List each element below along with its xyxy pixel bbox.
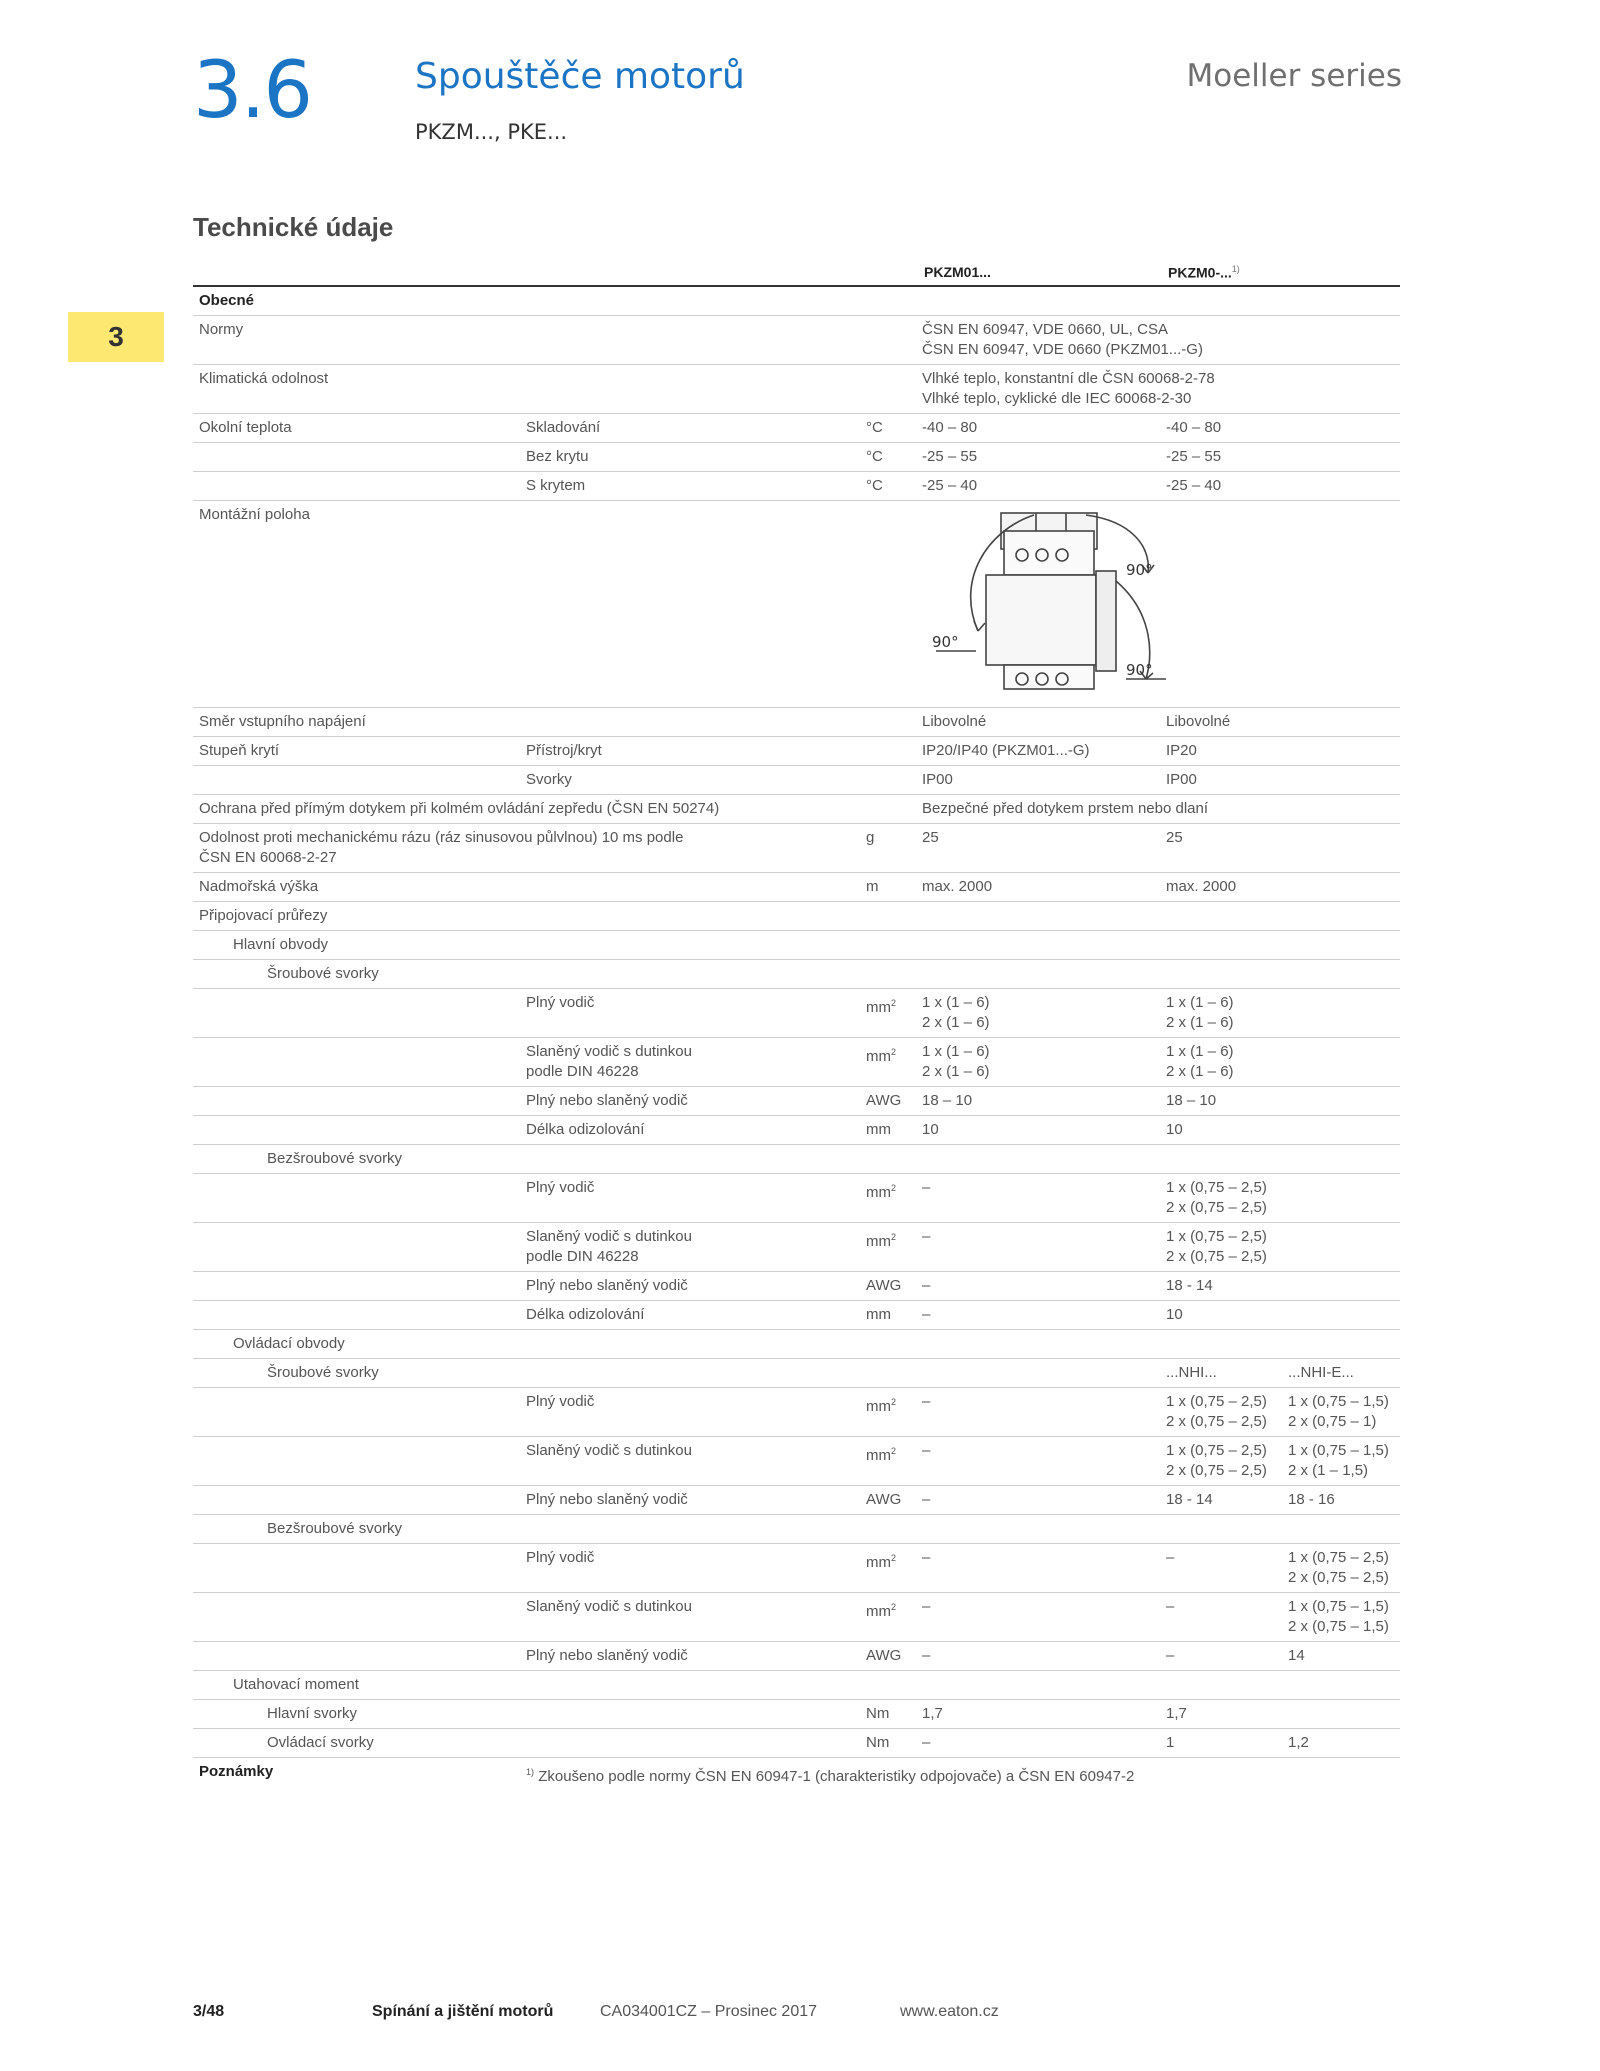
row-value: 1 x (1 – 6) 2 x (1 – 6) (916, 1038, 1160, 1087)
row-unit: g (860, 824, 916, 873)
table-row (193, 1301, 1400, 1330)
row-value: – (916, 1486, 1160, 1515)
table-row (193, 501, 1400, 708)
table-row (193, 1758, 1400, 1792)
row-unit: AWG (860, 1642, 916, 1671)
mounting-diagram (916, 501, 1400, 708)
row-sublabel: Délka odizolování (520, 1301, 860, 1330)
row-value: 18 – 10 (1160, 1087, 1400, 1116)
column-subheader: ...NHI... (1160, 1359, 1282, 1388)
row-value: – (916, 1301, 1160, 1330)
row-value: 25 (916, 824, 1160, 873)
row-sublabel: Svorky (520, 766, 860, 795)
row-value: -25 – 55 (1160, 443, 1400, 472)
row-sublabel: Plný vodič (520, 1174, 860, 1223)
table-row (193, 766, 1400, 795)
table-row (193, 443, 1400, 472)
row-value: 1 x (0,75 – 1,5) 2 x (0,75 – 1) (1282, 1388, 1400, 1437)
table-row (193, 414, 1400, 443)
row-value: 1,2 (1282, 1729, 1400, 1758)
row-value: 10 (1160, 1116, 1400, 1145)
row-value: 1,7 (916, 1700, 1160, 1729)
row-unit: AWG (860, 1087, 916, 1116)
table-row (193, 1116, 1400, 1145)
row-unit: $mm^2$ (860, 989, 916, 1038)
row-value: 1 x (0,75 – 1,5) 2 x (1 – 1,5) (1282, 1437, 1400, 1486)
row-label: Montážní poloha (193, 501, 520, 708)
row-unit: m (860, 873, 916, 902)
spec-table (193, 285, 1400, 1791)
row-label: Klimatická odolnost (193, 365, 520, 414)
row-value: – (916, 1729, 1160, 1758)
table-row (193, 1388, 1400, 1437)
row-value: 1 x (1 – 6) 2 x (1 – 6) (916, 989, 1160, 1038)
mounting-position-drawing (916, 501, 1236, 701)
row-label: Ovládací svorky (193, 1729, 860, 1758)
footer-website[interactable]: www.eaton.cz (900, 2003, 999, 2020)
notes-label: Poznámky (199, 1763, 274, 1780)
angle-label: 90° (1126, 561, 1153, 579)
row-label: Odolnost proti mechanickému rázu (ráz sinusovou půlvlnou) 10 ms podle ČSN EN 60068-2-27 (193, 824, 860, 873)
table-row (193, 1038, 1400, 1087)
row-value: -40 – 80 (1160, 414, 1400, 443)
row-value: ČSN EN 60947, VDE 0660, UL, CSA ČSN EN 60947, VDE 0660 (PKZM01...-G) (916, 316, 1400, 365)
row-value: 1 (1160, 1729, 1282, 1758)
footnote: $^{1)}$ Zkoušeno podle normy ČSN EN 60947-1 (charakteristiky odpojovače) a ČSN EN 60947-2 (526, 1767, 1135, 1785)
row-label: Hlavní svorky (193, 1700, 860, 1729)
row-label: Ochrana před přímým dotykem při kolmém ovládání zepředu (ČSN EN 50274) (193, 795, 916, 824)
table-row (193, 1359, 1400, 1388)
section-number: 3.6 (193, 46, 312, 136)
row-label: Stupeň krytí (193, 737, 520, 766)
row-unit: AWG (860, 1272, 916, 1301)
row-label: Bezšroubové svorky (193, 1515, 1400, 1544)
row-value: 18 – 10 (916, 1087, 1160, 1116)
table-row (193, 931, 1400, 960)
row-unit: °C (860, 443, 916, 472)
column-header-pkzm01: PKZM01... (924, 264, 991, 280)
table-row (193, 1700, 1400, 1729)
row-unit: Nm (860, 1700, 916, 1729)
page-number: 3/48 (193, 2003, 225, 2020)
row-value: 18 - 14 (1160, 1272, 1400, 1301)
row-unit: $mm^2$ (860, 1223, 916, 1272)
row-label: Normy (193, 316, 520, 365)
row-label: Hlavní obvody (193, 931, 1400, 960)
table-row (193, 365, 1400, 414)
table-row (193, 1729, 1400, 1758)
row-value: -40 – 80 (916, 414, 1160, 443)
row-value: Libovolné (1160, 708, 1400, 737)
row-label: Šroubové svorky (193, 960, 1400, 989)
row-label: Směr vstupního napájení (193, 708, 520, 737)
row-value: -25 – 40 (916, 472, 1160, 501)
table-row (193, 472, 1400, 501)
row-value: – (916, 1272, 1160, 1301)
row-value: 1 x (0,75 – 2,5) 2 x (0,75 – 2,5) (1282, 1544, 1400, 1593)
row-sublabel: Slaněný vodič s dutinkou (520, 1437, 860, 1486)
row-value: IP00 (1160, 766, 1400, 795)
row-sublabel: Bez krytu (520, 443, 860, 472)
row-sublabel: Plný nebo slaněný vodič (520, 1486, 860, 1515)
row-label: Nadmořská výška (193, 873, 520, 902)
row-label: Ovládací obvody (193, 1330, 1400, 1359)
row-value: Vlhké teplo, konstantní dle ČSN 60068-2-78 Vlhké teplo, cyklické dle IEC 60068-2-30 (916, 365, 1400, 414)
table-row (193, 1486, 1400, 1515)
row-sublabel: Plný nebo slaněný vodič (520, 1642, 860, 1671)
row-sublabel: Slaněný vodič s dutinkou podle DIN 46228 (520, 1038, 860, 1087)
row-unit: $mm^2$ (860, 1593, 916, 1642)
row-value: 1 x (0,75 – 1,5) 2 x (0,75 – 1,5) (1282, 1593, 1400, 1642)
row-sublabel: Plný vodič (520, 1544, 860, 1593)
row-value: 25 (1160, 824, 1400, 873)
row-value: 1 x (0,75 – 2,5) 2 x (0,75 – 2,5) (1160, 1388, 1282, 1437)
group-label: Obecné (193, 286, 1400, 316)
table-row (193, 1544, 1400, 1593)
table-row (193, 1593, 1400, 1642)
row-value: 1 x (0,75 – 2,5) 2 x (0,75 – 2,5) (1160, 1223, 1400, 1272)
table-row (193, 795, 1400, 824)
row-value: 14 (1282, 1642, 1400, 1671)
tech-data-title: Technické údaje (193, 212, 394, 242)
row-sublabel: Přístroj/kryt (520, 737, 860, 766)
row-sublabel: Plný nebo slaněný vodič (520, 1087, 860, 1116)
row-unit: $mm^2$ (860, 1174, 916, 1223)
table-row (193, 286, 1400, 316)
section-title: Spouštěče motorů (415, 56, 745, 97)
row-value: – (916, 1437, 1160, 1486)
table-row (193, 873, 1400, 902)
row-value: 1 x (1 – 6) 2 x (1 – 6) (1160, 989, 1400, 1038)
row-value: Bezpečné před dotykem prstem nebo dlaní (916, 795, 1400, 824)
row-value: – (916, 1544, 1160, 1593)
row-unit: mm (860, 1116, 916, 1145)
table-row (193, 1437, 1400, 1486)
row-value: – (916, 1174, 1160, 1223)
row-value: 1 x (1 – 6) 2 x (1 – 6) (1160, 1038, 1400, 1087)
table-row (193, 1515, 1400, 1544)
series-label: Moeller series (1186, 58, 1402, 94)
row-sublabel: Slaněný vodič s dutinkou podle DIN 46228 (520, 1223, 860, 1272)
row-label: Připojovací průřezy (193, 902, 1400, 931)
row-value: – (1160, 1593, 1282, 1642)
row-unit: mm (860, 1301, 916, 1330)
table-row (193, 316, 1400, 365)
row-label: Bezšroubové svorky (193, 1145, 1400, 1174)
chapter-tab[interactable]: 3 (68, 312, 164, 362)
angle-label: 90° (932, 633, 959, 651)
row-value: 10 (916, 1116, 1160, 1145)
table-row (193, 1642, 1400, 1671)
row-value: 10 (1160, 1301, 1400, 1330)
table-row (193, 902, 1400, 931)
table-row (193, 1671, 1400, 1700)
row-value: IP20 (1160, 737, 1400, 766)
row-value: max. 2000 (916, 873, 1160, 902)
table-row (193, 1087, 1400, 1116)
row-unit: °C (860, 414, 916, 443)
table-row (193, 989, 1400, 1038)
row-label: Utahovací moment (193, 1671, 1400, 1700)
row-unit: Nm (860, 1729, 916, 1758)
row-value: 1,7 (1160, 1700, 1400, 1729)
row-value: – (916, 1223, 1160, 1272)
column-header-pkzm0: PKZM0-...$^{1)}$ (1168, 264, 1240, 281)
row-sublabel: S krytem (520, 472, 860, 501)
row-unit: $mm^2$ (860, 1388, 916, 1437)
row-value: 1 x (0,75 – 2,5) 2 x (0,75 – 2,5) (1160, 1437, 1282, 1486)
row-unit: $mm^2$ (860, 1437, 916, 1486)
table-row (193, 960, 1400, 989)
table-row (193, 1330, 1400, 1359)
row-unit: AWG (860, 1486, 916, 1515)
row-value: – (916, 1388, 1160, 1437)
row-value: max. 2000 (1160, 873, 1400, 902)
row-sublabel: Plný vodič (520, 989, 860, 1038)
row-sublabel: Slaněný vodič s dutinkou (520, 1593, 860, 1642)
row-value: 1 x (0,75 – 2,5) 2 x (0,75 – 2,5) (1160, 1174, 1400, 1223)
column-subheader: ...NHI-E... (1282, 1359, 1400, 1388)
row-sublabel: Plný nebo slaněný vodič (520, 1272, 860, 1301)
footer-title: Spínání a jištění motorů (372, 2003, 554, 2020)
row-unit: $mm^2$ (860, 1038, 916, 1087)
row-unit: $mm^2$ (860, 1544, 916, 1593)
row-label: Šroubové svorky (193, 1359, 520, 1388)
table-row (193, 1272, 1400, 1301)
table-row (193, 1145, 1400, 1174)
row-value: 18 - 14 (1160, 1486, 1282, 1515)
footer-code: CA034001CZ – Prosinec 2017 (600, 2003, 818, 2020)
row-value: -25 – 40 (1160, 472, 1400, 501)
angle-label: 90° (1126, 661, 1153, 679)
row-label: Okolní teplota (193, 414, 520, 443)
row-value: Libovolné (916, 708, 1160, 737)
row-value: IP20/IP40 (PKZM01...-G) (916, 737, 1160, 766)
row-value: 18 - 16 (1282, 1486, 1400, 1515)
row-sublabel: Skladování (520, 414, 860, 443)
row-value: – (1160, 1642, 1282, 1671)
table-row (193, 1223, 1400, 1272)
row-value: -25 – 55 (916, 443, 1160, 472)
row-sublabel: Plný vodič (520, 1388, 860, 1437)
row-value: – (916, 1642, 1160, 1671)
table-row (193, 737, 1400, 766)
row-unit: °C (860, 472, 916, 501)
table-row (193, 708, 1400, 737)
table-row (193, 1174, 1400, 1223)
row-value: – (916, 1593, 1160, 1642)
row-sublabel: Délka odizolování (520, 1116, 860, 1145)
row-value: IP00 (916, 766, 1160, 795)
row-value: – (1160, 1544, 1282, 1593)
table-row (193, 824, 1400, 873)
section-subtitle: PKZM..., PKE... (415, 120, 568, 144)
